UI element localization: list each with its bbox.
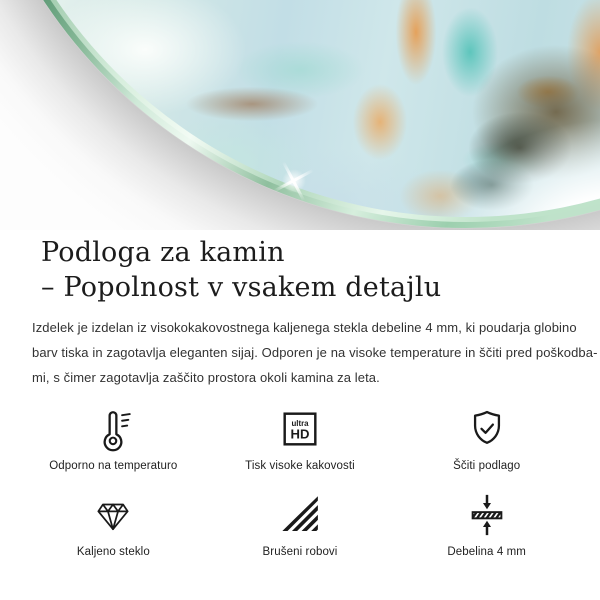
feature-label: Brušeni robovi bbox=[262, 546, 338, 558]
feature-polished-edges bbox=[207, 491, 394, 560]
feature-protects-surface bbox=[393, 405, 580, 474]
ultra-hd-icon bbox=[279, 405, 321, 453]
feature-label: Tisk visoke kakovosti bbox=[245, 460, 355, 472]
feature-thickness bbox=[393, 491, 580, 560]
feature-label: Kaljeno steklo bbox=[76, 546, 150, 558]
feature-label: Odporno na temperaturo bbox=[49, 460, 178, 472]
diamond-icon bbox=[91, 491, 135, 539]
feature-label: Debelina 4 mm bbox=[447, 546, 526, 558]
product-photo bbox=[0, 0, 600, 230]
thermometer-icon bbox=[90, 405, 136, 453]
ultra-hd-badge-top: ultra bbox=[291, 418, 309, 428]
feature-print-quality bbox=[207, 405, 394, 474]
thickness-icon bbox=[464, 491, 510, 539]
title-line-1: Podloga za kamin bbox=[41, 237, 285, 268]
polished-edges-icon bbox=[278, 491, 322, 539]
product-description bbox=[32, 315, 598, 390]
ultra-hd-badge-bottom: HD bbox=[290, 426, 310, 442]
description-line: mi, s čimer zagotavlja zaščito prostora okoli kamina za leta. bbox=[32, 370, 380, 385]
feature-temperature-resistant bbox=[20, 405, 207, 474]
features-grid bbox=[20, 405, 580, 560]
description-line: Izdelek je izdelan iz visokokakovostnega kaljenega stekla debeline 4 mm, ki poudarja globino bbox=[32, 320, 577, 335]
shield-check-icon bbox=[465, 405, 509, 453]
page-title bbox=[41, 235, 570, 305]
title-line-2: – Popolnost v vsakem detajlu bbox=[41, 272, 442, 303]
feature-tempered-glass bbox=[20, 491, 207, 560]
feature-label: Ščiti podlago bbox=[453, 460, 521, 472]
description-line: barv tiska in zagotavlja eleganten sijaj. Odporen je na visoke temperature in ščiti pred poškodba- bbox=[32, 345, 598, 360]
